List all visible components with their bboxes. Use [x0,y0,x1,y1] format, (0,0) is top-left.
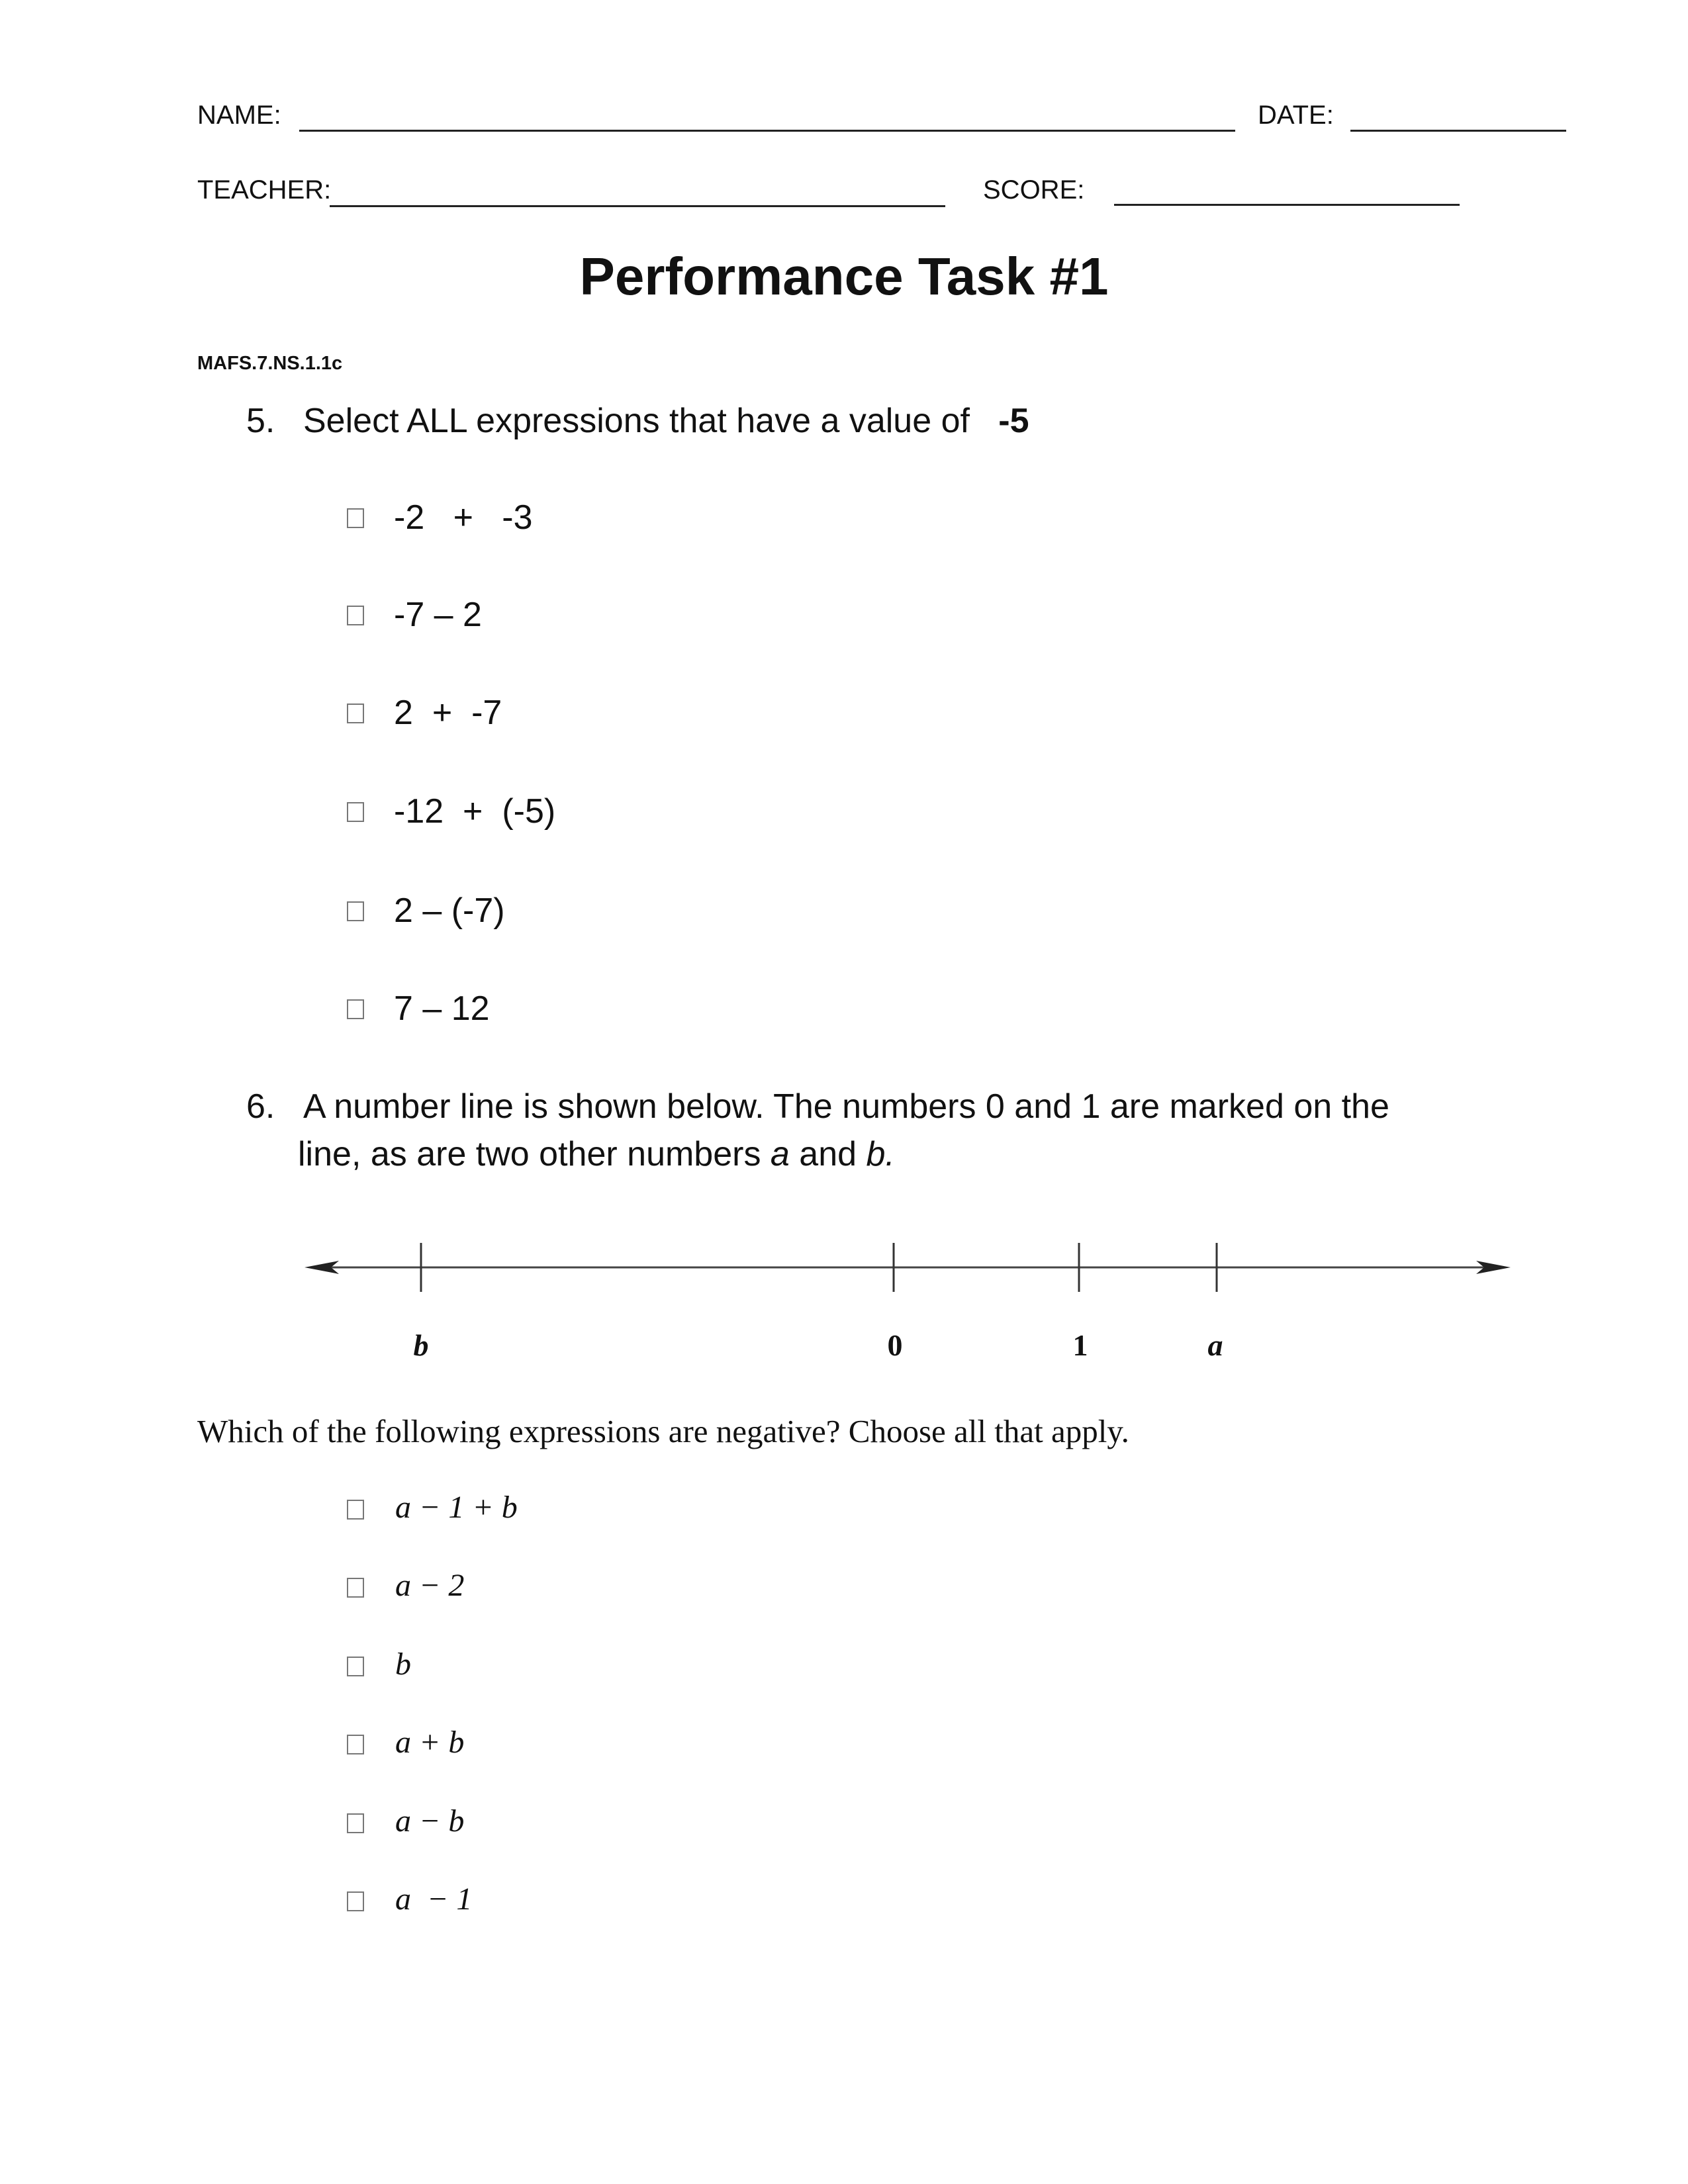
tick-label-b: b [413,1328,429,1362]
q6-number: 6. [246,1087,275,1126]
option-label: -12 + (-5) [394,792,556,831]
option-label: -2 + -3 [394,498,533,537]
q6-prompt-line2 [298,1134,895,1174]
checkbox[interactable] [347,1578,364,1598]
checkbox[interactable] [347,901,364,921]
option-label: a − 2 [395,1568,465,1603]
q6-question: Which of the following expressions are negative? Choose all that apply. [197,1413,1129,1449]
option-label: b [395,1647,411,1682]
tick-label-0: 0 [887,1328,903,1362]
q5-target-value: -5 [998,402,1029,440]
teacher-field[interactable] [330,205,945,207]
checkbox[interactable] [347,1813,364,1833]
checkbox[interactable] [347,704,364,723]
option-label: 2 + -7 [394,694,502,732]
option-label: 2 – (-7) [394,891,505,930]
date-label: DATE: [1258,101,1334,130]
option-label: a − 1 [395,1882,473,1917]
option-label: a − b [395,1803,465,1839]
option-label: a + b [395,1725,465,1760]
q5-prompt [303,401,1029,441]
left-arrow-icon [305,1261,339,1274]
checkbox[interactable] [347,1891,364,1911]
checkbox[interactable] [347,1657,364,1676]
checkbox[interactable] [347,1735,364,1754]
checkbox[interactable] [347,606,364,625]
q6-prompt-line2-text: line, as are two other numbers [298,1135,771,1173]
q6-prompt-line1: A number line is shown below. The numbers 0 and 1 are marked on the [303,1087,1389,1126]
tick-label-1: 1 [1072,1328,1088,1362]
option-label: 7 – 12 [394,989,490,1028]
date-field[interactable] [1350,130,1566,132]
right-arrow-icon [1476,1261,1511,1274]
var-b: b. [866,1135,895,1173]
checkbox[interactable] [347,802,364,822]
checkbox[interactable] [347,999,364,1019]
teacher-label: TEACHER: [197,175,332,205]
checkbox[interactable] [347,1500,364,1520]
standard-code: MAFS.7.NS.1.1c [197,353,343,374]
name-field[interactable] [299,130,1235,132]
and-text: and [789,1135,867,1173]
option-label: a − 1 + b [395,1490,518,1525]
checkbox[interactable] [347,508,364,528]
option-label: -7 – 2 [394,596,482,634]
q5-prompt-text: Select ALL expressions that have a value of [303,402,970,440]
page-title: Performance Task #1 [579,247,1109,306]
name-label: NAME: [197,101,281,130]
score-label: SCORE: [983,175,1085,205]
var-a: a [770,1135,790,1173]
score-field[interactable] [1114,204,1460,206]
tick-label-a: a [1207,1328,1223,1362]
q5-number: 5. [246,402,275,440]
